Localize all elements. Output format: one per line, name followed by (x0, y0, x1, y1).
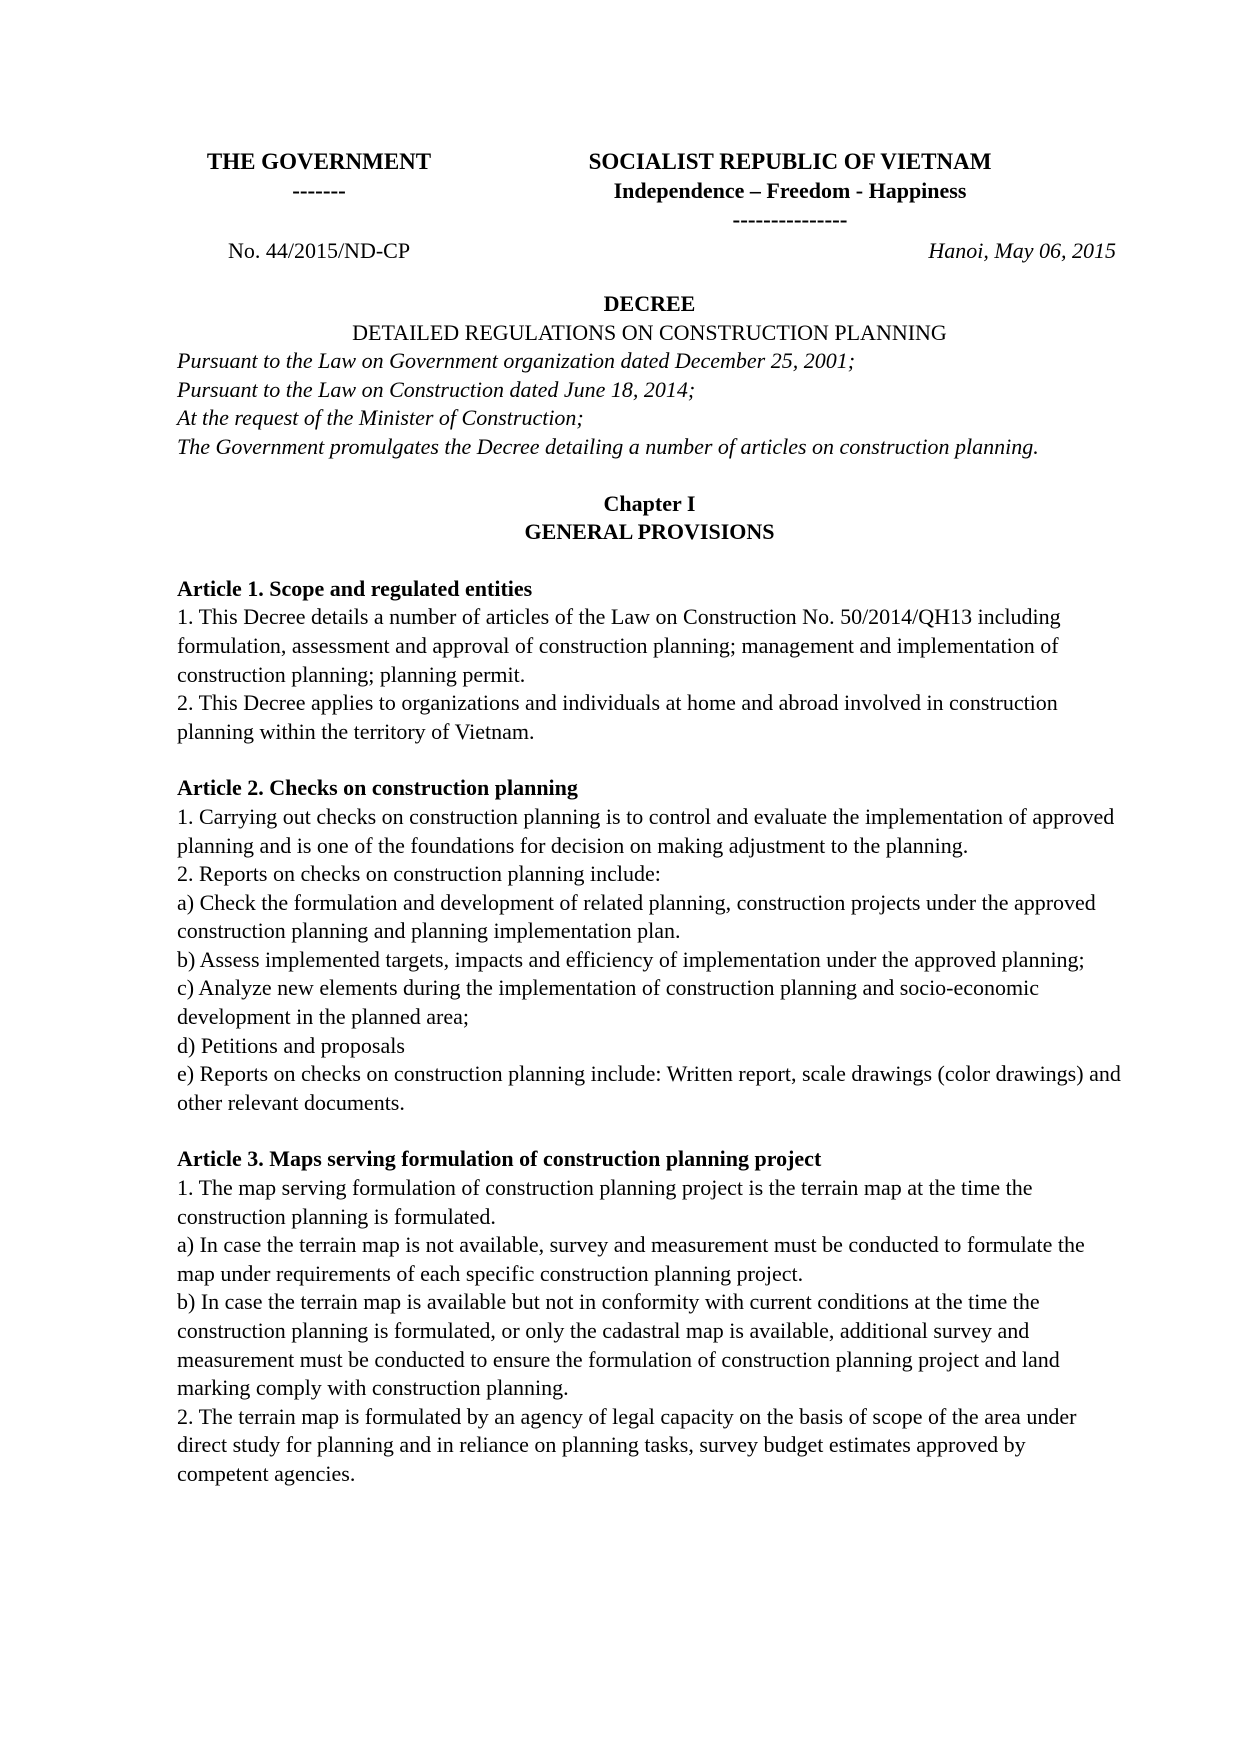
article-paragraph: a) In case the terrain map is not available, survey and measurement must be conducted to formulate the map under requirements of each specific construction planning project. (177, 1232, 1085, 1286)
motto-rule: --------------- (732, 207, 848, 232)
preamble-line: Pursuant to the Law on Government organization dated December 25, 2001; (177, 348, 856, 374)
national-motto: Independence – Freedom - Happiness (613, 178, 967, 203)
article-paragraph: d) Petitions and proposals (177, 1032, 405, 1058)
article-heading: Article 1. Scope and regulated entities (177, 575, 533, 601)
issuer-title: THE GOVERNMENT (206, 149, 432, 174)
chapter-number: Chapter I (603, 490, 696, 516)
article-paragraph: 1. The map serving formulation of construction planning project is the terrain map at the time the construction planning is formulated. (177, 1175, 1033, 1229)
article-paragraph: c) Analyze new elements during the implementation of construction planning and socio-economic development in the planned area; (177, 975, 1040, 1030)
article-paragraph: 2. The terrain map is formulated by an agency of legal capacity on the basis of scope of the area under direct study for planning and in reliance on planning tasks, survey budget estimates approved by competent agencies. (177, 1403, 1077, 1486)
preamble-line: The Government promulgates the Decree detailing a number of articles on construction planning. (177, 433, 1039, 459)
preamble-line: At the request of the Minister of Construction; (177, 405, 584, 431)
article-heading: Article 3. Maps serving formulation of construction planning project (177, 1146, 822, 1172)
article-paragraph: e) Reports on checks on construction planning include: Written report, scale drawings (color drawings) and other relevant documents. (177, 1061, 1121, 1115)
decree-subtitle: DETAILED REGULATIONS ON CONSTRUCTION PLANNING (352, 319, 947, 345)
article-paragraph: 2. Reports on checks on construction planning include: (177, 861, 661, 887)
decree-title: DECREE (603, 291, 696, 316)
chapter-title: GENERAL PROVISIONS (524, 519, 775, 545)
country-title: SOCIALIST REPUBLIC OF VIETNAM (588, 149, 992, 174)
issuer-block (160, 147, 478, 205)
national-header-block (540, 147, 1040, 234)
article-paragraph: a) Check the formulation and development of related planning, construction projects under the approved construction planning and planning implementation plan. (177, 889, 1096, 944)
article-paragraph: b) Assess implemented targets, impacts and efficiency of implementation under the approved planning; (177, 946, 1085, 972)
article-heading: Article 2. Checks on construction planning (177, 775, 578, 801)
document-body (177, 290, 1122, 1489)
article-paragraph: 2. This Decree applies to organizations and individuals at home and abroad involved in construction planning within the territory of Vietnam. (177, 690, 1058, 744)
article-paragraph: b) In case the terrain map is available but not in conformity with current conditions at the time the construction planning is formulated, or only the cadastral map is available, additional survey and measurement must be conducted to ensure the formulation of construction planning project and land marking comply with construction planning. (177, 1289, 1060, 1401)
preamble-line: Pursuant to the Law on Construction dated June 18, 2014; (177, 376, 696, 402)
document-date: Hanoi, May 06, 2015 (928, 238, 1116, 263)
article-paragraph: 1. Carrying out checks on construction planning is to control and evaluate the implementation of approved planning and is one of the foundations for decision on making adjustment to the planning. (177, 803, 1115, 858)
issuer-rule: ------- (292, 178, 346, 203)
article-paragraph: 1. This Decree details a number of articles of the Law on Construction No. 50/2014/QH13 including formulation, assessment and approval of construction planning; management and implementation of construction planning; planning permit. (177, 604, 1061, 687)
document-number: No. 44/2015/ND-CP (227, 238, 411, 263)
